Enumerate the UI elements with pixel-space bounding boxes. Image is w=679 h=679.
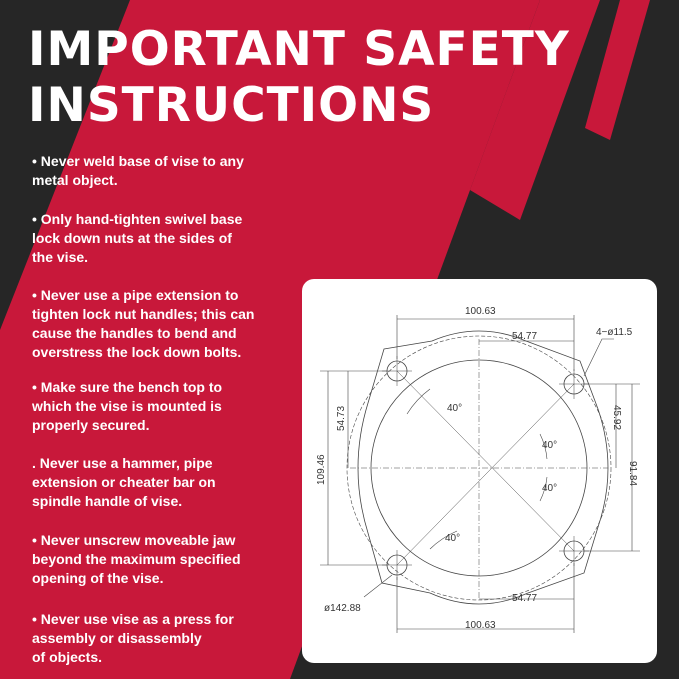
dim-right-outer: 91.84 [627,461,638,487]
dim-bottom-width: 100.63 [465,620,496,631]
angle-label-bottom-left: 40° [445,533,461,544]
title-line-2: INSTRUCTIONS [28,78,435,133]
dim-left-outer: 109.46 [316,454,327,485]
angle-label-top-left: 40° [447,403,463,414]
base-dimension-drawing [302,279,657,663]
dim-right-inner: 45.92 [611,405,622,431]
instruction-item: • Never use a pipe extension to tighten lock nut handles; this can cause the handles to bend and overstress the lock down bolts. [32,287,255,360]
dim-bottom-inner: 54.77 [512,593,538,604]
instruction-item: • Never weld base of vise to any metal object. [32,153,244,188]
dim-left-inner: 54.73 [336,405,347,431]
instruction-item: • Make sure the bench top to which the vise is mounted is properly secured. [32,379,223,433]
dim-top-width: 100.63 [465,306,496,317]
technical-drawing-card [302,279,657,663]
instruction-item: . Never use a hammer, pipe extension or cheater bar on spindle handle of vise. [32,455,216,509]
title-line-1: IMPORTANT SAFETY [28,22,570,77]
angle-label-right-lower: 40° [542,483,558,494]
instruction-item: • Never unscrew moveable jaw beyond the maximum specified opening of the vise. [32,532,241,586]
dim-top-inner: 54.77 [512,331,538,342]
angle-label-right-upper: 40° [542,440,558,451]
dim-diameter: ø142.88 [324,603,361,614]
instruction-item: • Never use vise as a press for assembly or disassembly of objects. [32,611,234,665]
instruction-item: • Only hand-tighten swivel base lock down nuts at the sides of the vise. [32,211,243,265]
dim-holes-label: 4−ø11.5 [596,327,633,338]
page-title [28,22,570,134]
